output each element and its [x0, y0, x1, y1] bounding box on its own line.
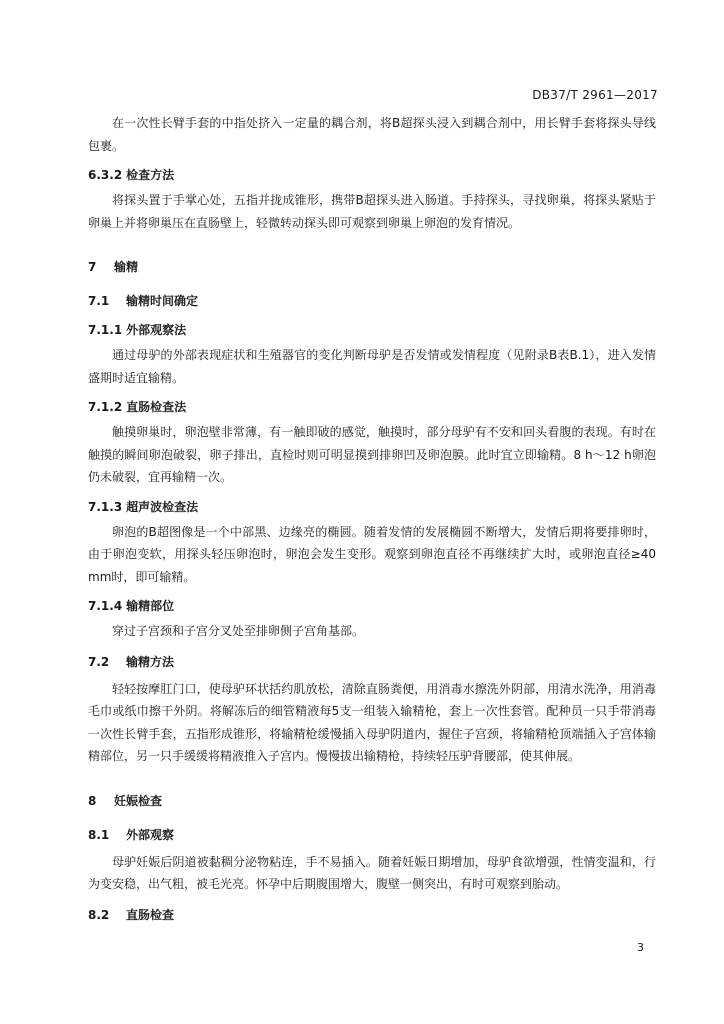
- section-number: 7.1.3: [88, 499, 123, 514]
- section-heading-7-1-1: [88, 319, 656, 341]
- section-number: 8: [88, 793, 97, 808]
- section-title: 输精: [114, 260, 139, 274]
- body-paragraph: 在一次性长臂手套的中指处挤入一定量的耦合剂，将B超探头浸入到耦合剂中，用长臂手套将探头导线包裹。: [88, 116, 656, 153]
- section-number: 7.1.4: [88, 599, 123, 613]
- section-title: 直肠检查: [126, 907, 175, 922]
- section-heading-7: [88, 256, 656, 278]
- section-heading-8-1: [88, 824, 656, 846]
- section-title: 检查方法: [126, 168, 175, 182]
- section-number: 8.1: [88, 827, 110, 842]
- section-title: 直肠检查法: [126, 400, 187, 414]
- body-paragraph: 穿过子宫颈和子宫分叉处至排卵侧子宫角基部。: [112, 624, 365, 638]
- section-title: 超声波检查法: [126, 499, 199, 514]
- section-title: 输精方法: [126, 654, 175, 669]
- section-title: 妊娠检查: [114, 793, 163, 808]
- section-number: 7.1: [88, 294, 110, 308]
- page-number: 3: [637, 941, 644, 954]
- section-heading-7-1-2: [88, 396, 656, 418]
- body-paragraph: 触摸卵巢时，卵泡壁非常薄，有一触即破的感觉，触摸时，部分母驴有不安和回头看腹的表现。有时在触摸的瞬间卵泡破裂，卵子排出，直检时则可明显摸到排卵凹及卵泡膜。此时宜立即输精。8 h～12 h卵泡仍未破裂，宜再输精一次。: [88, 425, 656, 484]
- section-heading-7-1-4: [88, 595, 656, 617]
- document-body: [88, 112, 656, 931]
- section-heading-8-2: [88, 904, 656, 926]
- section-title: 输精时间确定: [126, 294, 199, 308]
- section-number: 7.1.2: [88, 400, 123, 414]
- section-heading-7-1-3: [88, 496, 656, 518]
- body-paragraph: 将探头置于手掌心处，五指并拢成锥形，携带B超探头进入肠道。手持探头，寻找卵巢，将探头紧贴于卵巢上并将卵巢压在直肠壁上，轻微转动探头即可观察到卵巢上卵泡的发育情况。: [88, 193, 656, 230]
- section-title: 输精部位: [126, 599, 175, 613]
- section-number: 7.2: [88, 654, 110, 669]
- body-paragraph: 卵泡的B超图像是一个中部黑、边缘亮的椭圆。随着发情的发展椭圆不断增大，发情后期将要排卵时，由于卵泡变软，用探头轻压卵泡时，卵泡会发生变形。观察到卵泡直径不再继续扩大时，或卵泡直径≥40 mm时，即可输精。: [88, 524, 656, 584]
- section-number: 6.3.2: [88, 168, 123, 182]
- section-title: 外部观察: [126, 827, 175, 842]
- section-heading-7-1: [88, 290, 656, 312]
- section-heading-7-2: [88, 651, 656, 673]
- section-title: 外部观察法: [126, 323, 187, 337]
- section-number: 7.1.1: [88, 323, 123, 337]
- section-number: 7: [88, 260, 97, 274]
- section-number: 8.2: [88, 907, 110, 922]
- section-heading-8: [88, 790, 656, 812]
- body-paragraph: 通过母驴的外部表现症状和生殖器官的变化判断母驴是否发情或发情程度（见附录B表B.1），进入发情盛期时适宜输精。: [88, 348, 656, 385]
- standard-code: DB37/T 2961—2017: [532, 88, 658, 102]
- section-heading-6-3-2: [88, 164, 656, 186]
- body-paragraph: 母驴妊娠后阴道被黏稠分泌物粘连，手不易插入。随着妊娠日期增加，母驴食欲增强，性情变温和，行为变安稳，出气粗，被毛光亮。怀孕中后期腹围增大，腹壁一侧突出，有时可观察到胎动。: [88, 854, 656, 891]
- body-paragraph: 轻轻按摩肛门口，使母驴环状括约肌放松，清除直肠粪便，用消毒水擦洗外阴部，用清水洗净，用消毒毛巾或纸巾擦干外阴。将解冻后的细管精液每5支一组装入输精枪，套上一次性套管。配种员一只手带消毒一次性长臂手套，五指形成锥形，将输精枪缓慢插入母驴阴道内，握住子宫颈，将输精枪顶端插入子宫体输精部位，另一只手缓缓将精液推入子宫内。慢慢拔出输精枪，持续轻压驴背腰部，使其伸展。: [88, 681, 656, 763]
